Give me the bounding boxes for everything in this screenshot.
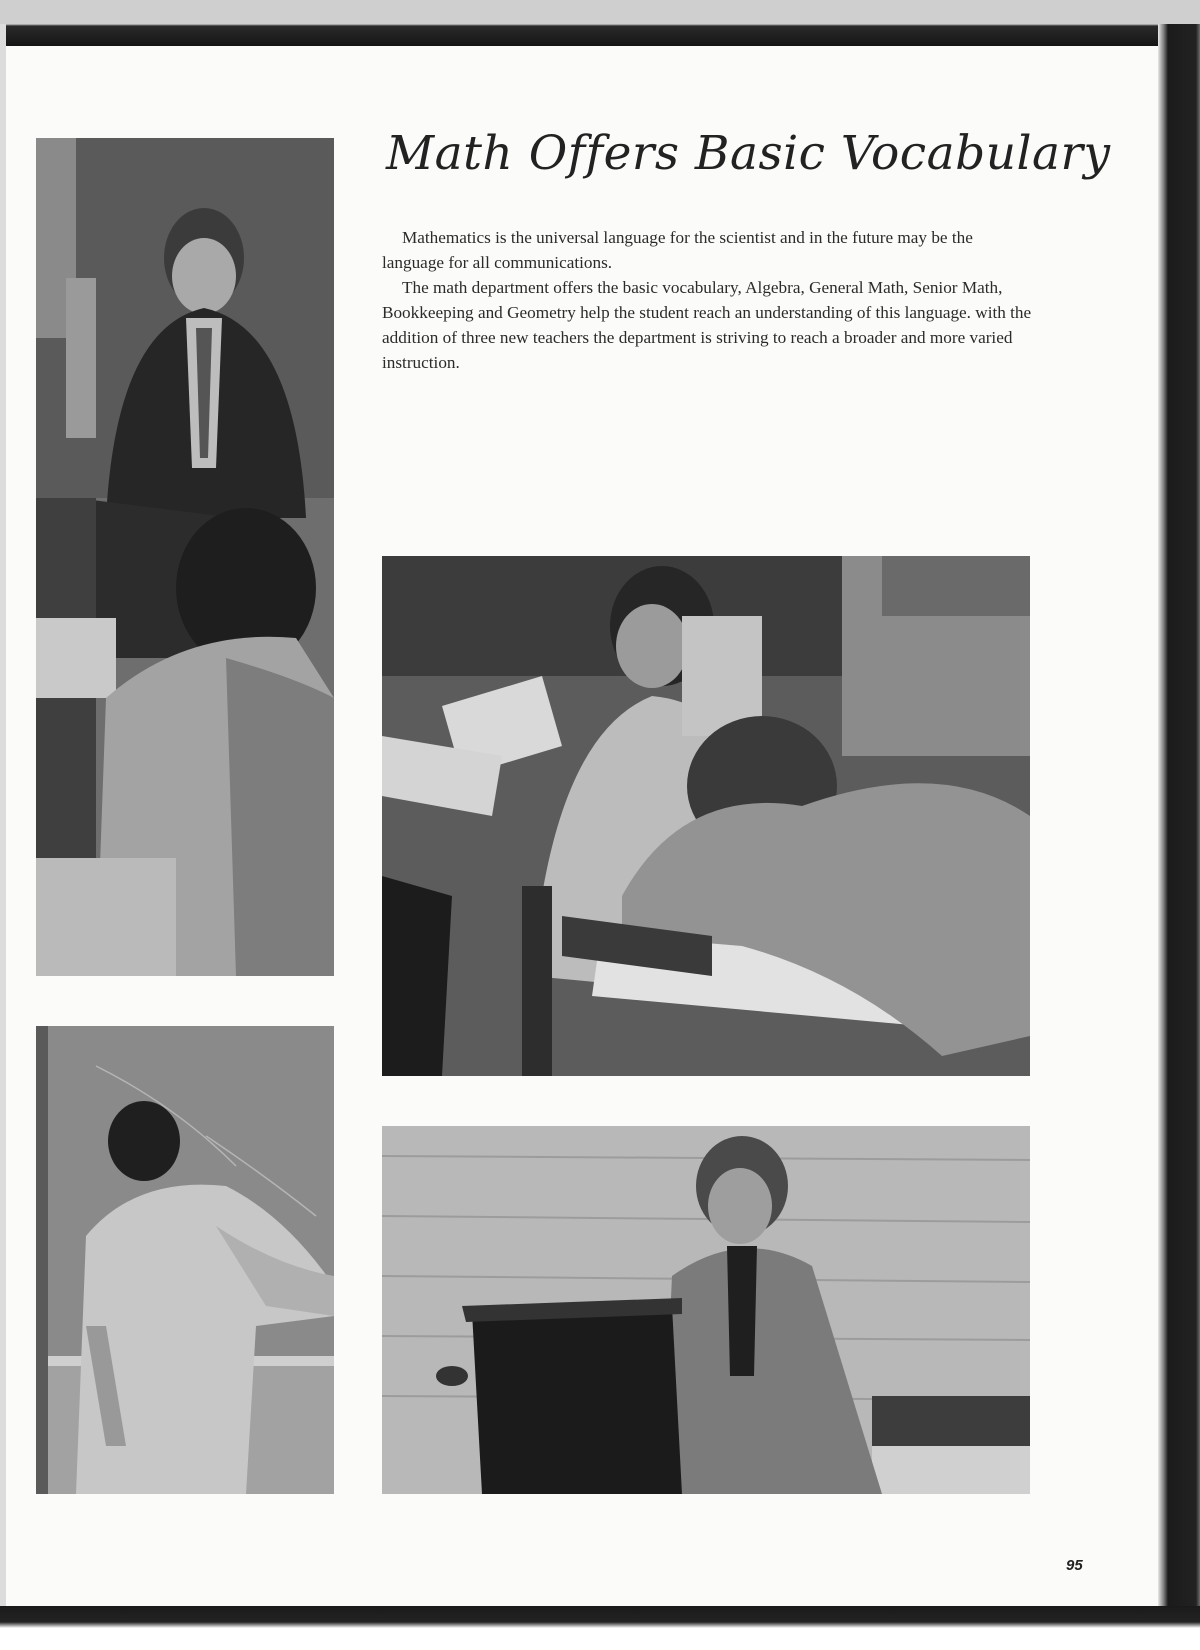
photo-teacher-podium [382, 1126, 1030, 1494]
photo-students-desks [382, 556, 1030, 1076]
article-title: Math Offers Basic Vocabulary [386, 126, 1111, 181]
page-number: 95 [1066, 1557, 1083, 1574]
scan-edge-top [0, 0, 1200, 46]
photo-teacher-chalkboard [36, 1026, 334, 1494]
article-paragraph-1: Mathematics is the universal language for the scientist and in the future may be the language for all communications. [382, 228, 973, 272]
scan-edge-bottom [0, 1606, 1200, 1650]
article-body [382, 225, 1032, 375]
photo-teacher-lectern [36, 138, 334, 976]
article-paragraph-2: The math department offers the basic vocabulary, Algebra, General Math, Senior Math, Bookkeeping and Geometry help the student reach an understanding of this language. with the addition of three new teachers the department is striving to reach a broader and more varied instruction. [382, 278, 1032, 372]
book-binding-edge [1158, 24, 1200, 1624]
